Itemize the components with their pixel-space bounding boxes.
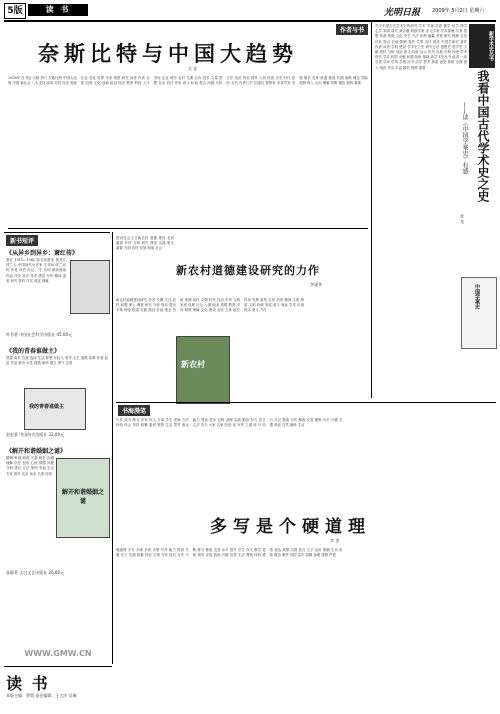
rural-cover-title: 新农村	[181, 359, 205, 369]
academic-series-tag: 新学术史丛书	[469, 24, 495, 68]
book-1-review	[6, 258, 66, 328]
main-article-header	[8, 22, 368, 74]
body-text-placeholder: 新农村道德建设研究 作者 长期 关注 农村 问题 深入 调查 研究 分析 现状 提出 对策 理论 框架 实践 路径 价值 观念 传统 美德 现代 文明 村民 自治 乡风 文明 家庭 伦理 社会 公德 职业 道德 教育 引导 制度 保障 文化 建设 农民 主体 地位 作用 发挥 新型 农民 培育 精神 文明 物质 文明 协调 发展 意义 深远 学术 价值 现实 意义 力作	[116, 298, 304, 313]
book-1-cover	[70, 260, 110, 314]
rural-article-title: 新农村道德建设研究的力作	[176, 264, 320, 277]
body-text-placeholder: 关于中国古代学术史的研究 学术 学案 学派 儒学 经学 理学 心学 宋明 清代 黄宗羲 明儒学案 宋元学案 学术源流 学者 思想 传承 传统 文化 史学 方法 体例 编纂 考察 研究 梳理 总结 评价 特点 价值 影响 著作 学界 近代 现代 中国学案史 著作 作者 读者 学科 建设 学术史之史 研究方法 思想史 哲学史 文献 资料 分析 结论 意义 价值 启示 作用 发展 历程 传统 学术 现代 学术 转型 贡献 问题 视角 领域 新学术史丛书 值得 一读 学者 学问 学风 学统 读书 治学 思考 探索 创见 系统 全面 深入 细致 详实 丰富 精彩 独特 重要	[375, 24, 467, 70]
book-2-meta: 赵赵著 中国海关出版社 32.00元	[6, 432, 64, 437]
book-3-cover-title: 解开和谐婚姻之谜	[61, 489, 104, 505]
body-text-placeholder: 婚姻 家庭 和谐 夫妻 相处 沟通 理解 信任 包容 心理 情感 问题 分析 建议 方法 案例 幸福 生活 专家 指导 实用 读本 关系 经营	[6, 456, 54, 476]
book-3-title: 《解开和谐婚姻之谜》	[6, 448, 67, 455]
book-1-title: 《从异乡到异乡：萧红传》	[6, 250, 79, 257]
rural-article-lead	[116, 236, 174, 296]
new-books-list	[4, 248, 110, 668]
author-book-tag: 作者与书	[336, 24, 368, 35]
body-text-placeholder: 硬道理 多写 多练 多读 多想 写作 能力 提高 关键 在于 实践 积累 经验 文章 写作 技巧 方法 不断 练习 修改 完善 水平 提升 学生 作文 教学 老师 指导 评改 鼓励 兴趣 培养 生活 观察 体验 感悟 表达 真情 实感 语言 文字 运用 准确 生动 形象 简洁 明快 结构 层次 清晰 条理 逻辑 严密	[116, 548, 343, 558]
page-header	[4, 3, 496, 19]
body-text-placeholder: 2008年 在书店 出版 热门 奈斯比特 中国大趋势 中国 新社会 八大支柱 改革 开放 经济 发展 社会 变化 世界 未来 观察 研究 读者 作者 全球 趋势 文化 创新 政治 经济 教育 科技 人才 市场 企业 城市 农村 交流 合作 进步 力量 思想 自由 信任 作用 意义 价值 观点 问题 分析 方法 结论 内容 国家 人民 民族 历史 时代 世纪 全书 作者与书 出版社 观察家 未来学家 发展 增长 变革 机遇 挑战 长期 战略 理念 国际 视野 深入 认识 理解 判断 精彩 独特 重要	[8, 76, 368, 86]
rural-article-author: 李建华	[310, 282, 322, 287]
right-feature	[375, 22, 496, 400]
body-text-placeholder: 萧红 1911—1942 原名张迺莹 黑龙江呼兰人 中国现代女作家 生死场 呼兰河传 作者 叶君 传记 一生 坎坷 颠沛流离 作品 评价 故乡 异乡 漂泊 写作 精神 追求 研究 资料 详实 叙述 细腻	[6, 258, 66, 283]
book-3-review	[6, 456, 54, 566]
main-article-bottom-rule	[8, 228, 368, 229]
bottom-article-author: 李 雯	[330, 538, 340, 543]
body-text-placeholder: 青春 成长 自我 选择 生活 梦想 年轻人 思考 人生 道路 故事 作者 赵赵 作品 都市 女性 情感 职场 独立 勇气 态度	[6, 356, 108, 366]
main-article-title: 奈斯比特与中国大趋势	[38, 41, 298, 66]
page-number: 5版	[4, 3, 26, 19]
masthead-editors: 本版主编：罗霞 责任编辑：王大庆 吴楠	[6, 693, 77, 698]
section-name: 读 书	[28, 4, 88, 16]
book-cover-title: 中国学案史	[474, 284, 480, 309]
book-2-title: 《我的青春谁做主》	[6, 348, 61, 355]
bottom-article-body-bottom	[116, 548, 496, 660]
right-column-divider	[371, 22, 372, 398]
rural-book-cover	[176, 336, 230, 404]
right-feature-title: 我看中国古代学术史之史	[476, 70, 490, 202]
main-article-body	[8, 76, 368, 226]
bottom-article-title: 多写是个硬道理	[210, 517, 371, 537]
newspaper-name: 光明日报	[384, 8, 421, 18]
rural-article-body	[116, 298, 368, 398]
book-3-meta: 张静著 太白文艺出版社 26.00元	[6, 570, 64, 575]
book-2-cover-title: 我的青春谁做主	[29, 404, 65, 410]
bottom-article-top-rule	[116, 402, 496, 403]
issue-date: 2009年 5月2日 星期六	[432, 8, 485, 14]
right-feature-body	[375, 24, 467, 396]
sidebar-top-rule	[4, 232, 110, 233]
sidebar-divider	[112, 232, 113, 664]
book-cover-image	[461, 277, 497, 349]
masthead-title: 读 书	[6, 674, 50, 693]
book-3-cover	[56, 458, 110, 538]
body-text-placeholder: 写作 读书 练习 多写 作文 文章 学生 老师 方法 经验 体会 坚持 积累 素材 观察 生活 思考 表达 能力 提高 进步 过程 道理 实践 勤奋 努力 语言 文字 功夫 大家 名家 经验 谈 写作 之道 读 写 结合 日记 随笔 习作 修改 反复 锤炼 水平 兴趣 习惯 养成 自然 流畅 生动	[116, 418, 343, 428]
bottom-article-body-top	[116, 418, 496, 508]
book-1-meta: 叶君著 中国社会科学出版社 45.00元	[6, 332, 72, 337]
body-text-placeholder: 建设社会主义新农村 道德 建设 农民 素质 乡村 文明 研究 理论 实践 意义 重要 方面 农村 发展 和谐 社会	[116, 236, 174, 251]
right-feature-author: 张 龙	[460, 214, 465, 224]
right-feature-subtitle: ——读《中国学案史》有感	[457, 102, 469, 202]
book-2-review	[6, 356, 108, 386]
new-books-tag: 新书短评	[6, 235, 38, 246]
section-masthead	[4, 649, 112, 713]
website-url: WWW.GMW.CN	[24, 649, 92, 658]
main-article-author: 吴 佳	[188, 66, 198, 71]
book-2-cover	[24, 388, 86, 430]
book-sea-tag: 书海漫笔	[118, 405, 150, 416]
